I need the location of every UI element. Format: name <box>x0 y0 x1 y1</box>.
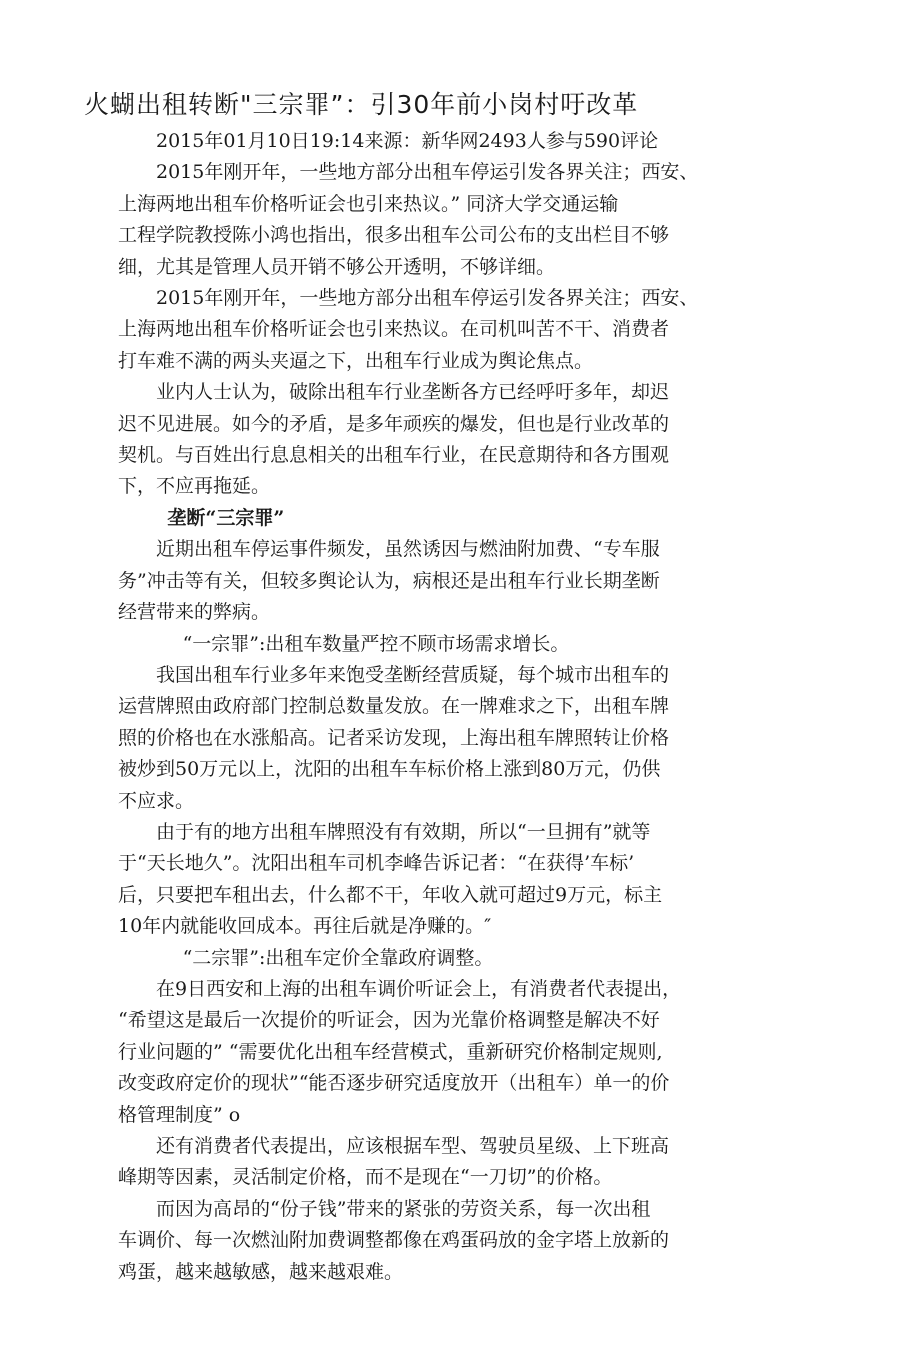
paragraph-3: 业内人士认为，破除出租车行业垄断各方已经呼吁多年，却迟 迟不见进展。如今的矛盾，是多年顽疾的爆发，但也是行业改革的 契机。与百姓出行息息相关的出租车行业，在民意期待和各方围观 下，不应再拖延。 <box>118 381 670 498</box>
paragraph-4: 近期出租车停运事件频发，虽然诱因与燃油附加费、“专车服 务”冲击等有关，但较多舆论认为，病根还是出租车行业长期垄断 经营带来的弊病。 <box>118 538 660 624</box>
paragraph-2: 2015年刚开年，一些地方部分出租车停运引发各界关注；西安、 上海两地出租车价格听证会也引来热议。在司机叫苦不干、消费者 打车难不满的两头夹逼之下，出租车行业成为舆论焦点。 <box>118 287 699 372</box>
paragraph-8: 还有消费者代表提出，应该根据车型、驾驶员星级、上下班高 峰期等因素，灵活制定价格，而不是现在“一刀切”的价格。 <box>118 1135 670 1189</box>
article-title: 火蝴出租转断"三宗罪”：引30年前小岗村吁改革 <box>84 90 639 119</box>
paragraph-9: 而因为高昂的“份子钱”带来的紧张的劳资关系，每一次出租 车调价、每一次燃汕附加费调整都像在鸡蛋码放的金字塔上放新的 鸡蛋，越来越敏感，越来越艰难。 <box>118 1197 670 1283</box>
paragraph-7: 在9日西安和上海的出租车调价听证会上，有消费者代表提出， “希望这是最后一次提价的听证会，因为光靠价格调整是解决不好 行业问题的” “需要优化出租车经营模式，重新研究价格制定规则, 改变政府定价的现状”“能否逐步研究适度放开（出租车）单一的价 格管理制度” o <box>118 977 682 1126</box>
paragraph-6: 由于有的地方出租车牌照没有有效期，所以“一旦拥有”就等 于“天长地久”。沈阳出租车司机李峰告诉记者：“在获得’车标’ 后，只要把车租出去，什么都不干，年收入就可超过9万元，标主 10年内就能收回成本。再往后就是净赚的。″ <box>118 820 663 938</box>
crime-two-heading: “二宗罪”:出租车定价全靠政府调整。 <box>182 946 494 969</box>
crime-one-heading: “一宗罪”:出租车数量严控不顾市场需求增长。 <box>182 632 570 655</box>
article-byline: 2015年01月10日19:14来源：新华网2493人参与590评论 <box>156 130 659 152</box>
section-heading: 垄断“三宗罪” <box>167 506 285 529</box>
paragraph-1: 2015年刚开年，一些地方部分出租车停运引发各界关注；西安、 上海两地出租车价格听证会也引来热议。” 同济大学交通运输 工程学院教授陈小鸿也指出，很多出租车公司公布的支出栏目不够 细，尤其是管理人员开销不够公开透明，不够详细。 <box>118 161 699 278</box>
paragraph-5: 我国出租车行业多年来饱受垄断经营质疑，每个城市出租车的 运营牌照由政府部门控制总数量发放。在一牌难求之下，出租车牌 照的价格也在水涨船高。记者采访发现，上海出租车牌照转让价格 被炒到50万元以上，沈阳的出租车车标价格上涨到80万元，仍供 不应求。 <box>118 663 670 812</box>
article-body <box>118 126 878 1288</box>
